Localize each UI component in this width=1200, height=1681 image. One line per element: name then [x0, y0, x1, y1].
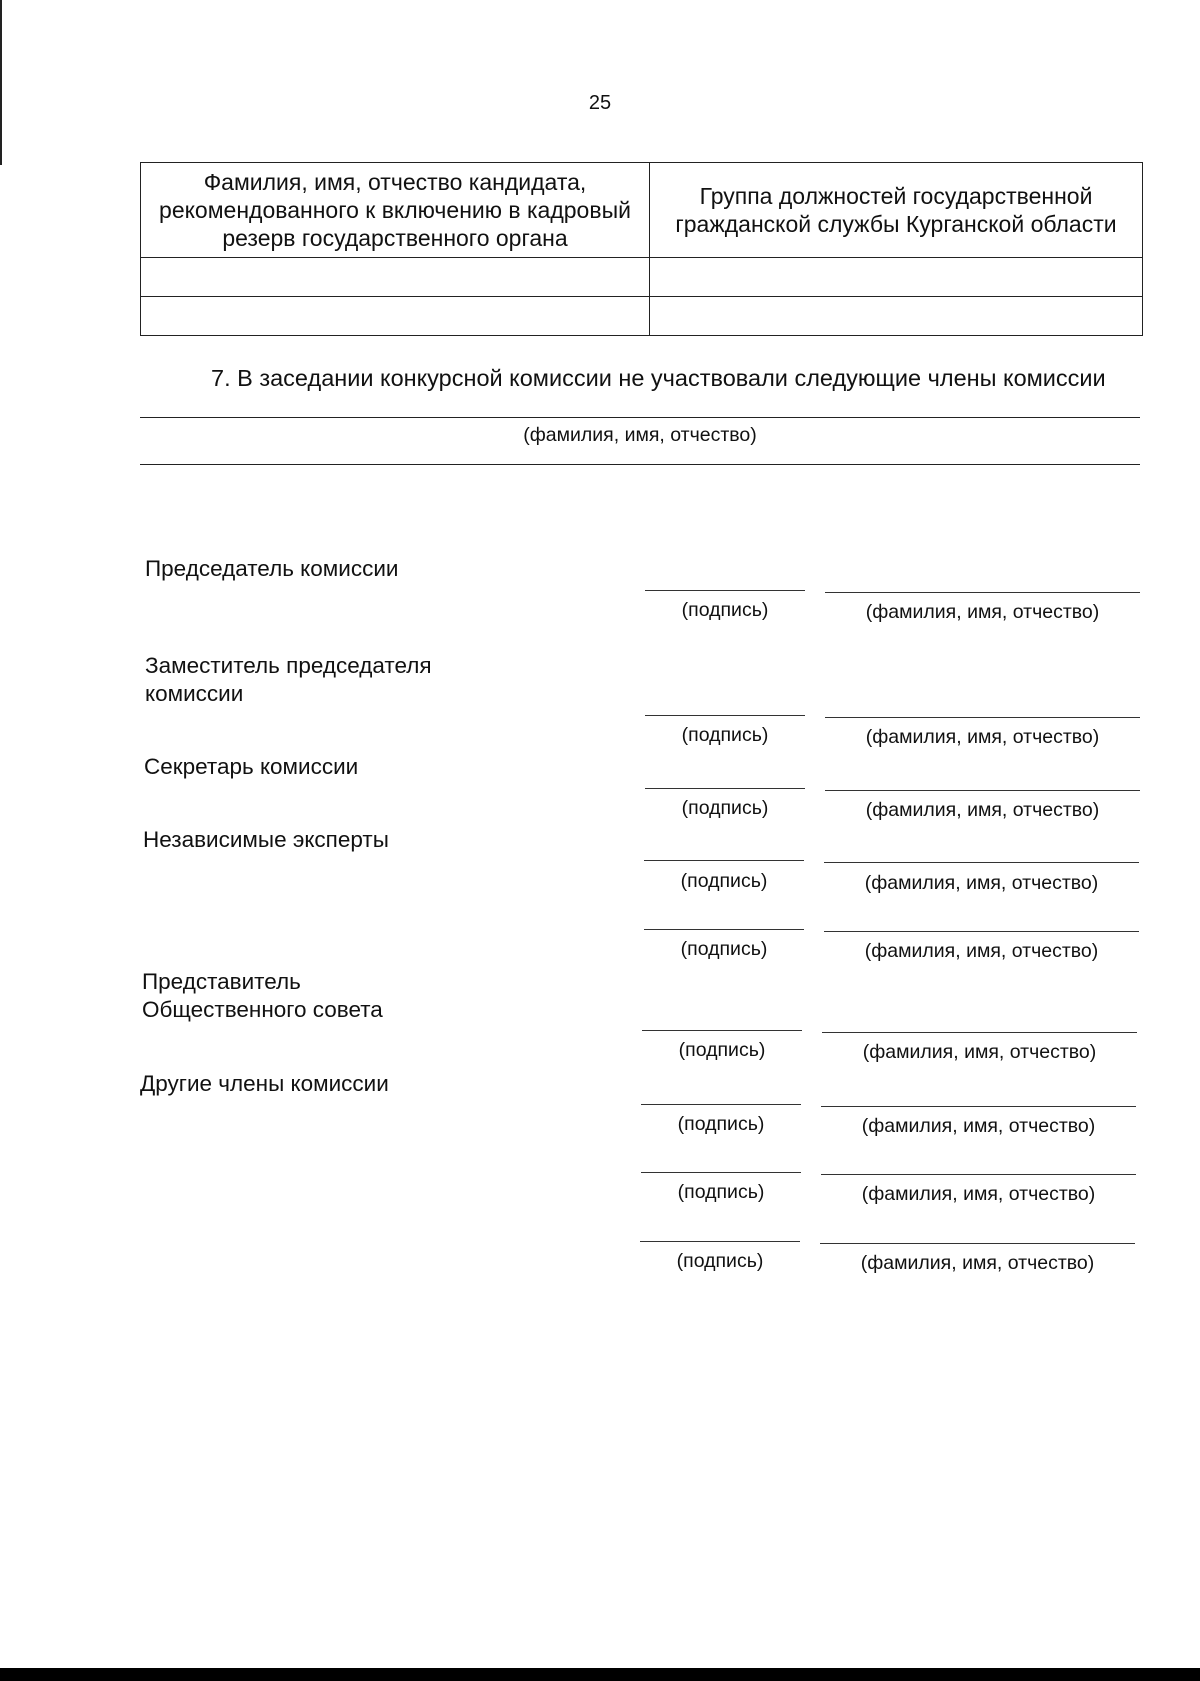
signature-line[interactable] [641, 1104, 801, 1105]
name-line[interactable] [825, 790, 1140, 791]
scan-edge-left [0, 0, 2, 165]
page-number: 25 [588, 92, 612, 114]
header-candidate-name: Фамилия, имя, отчество кандидата, рекомендованного к включению в кадровый резерв государственного органа [141, 163, 650, 258]
signature-line[interactable] [644, 860, 804, 861]
signature-line[interactable] [642, 1030, 802, 1031]
signature-hint: (подпись) [681, 599, 769, 621]
name-line[interactable] [820, 1243, 1135, 1244]
table-row [141, 297, 1143, 336]
table-header-row [141, 163, 1143, 258]
signature-hint: (подпись) [678, 1039, 766, 1061]
signature-hint: (подпись) [676, 1250, 764, 1272]
signature-line[interactable] [641, 1172, 801, 1173]
signature-line[interactable] [644, 929, 804, 930]
role-deputy-chairman: Заместитель председателя комиссии [145, 653, 432, 706]
name-line[interactable] [821, 1106, 1136, 1107]
table-cell[interactable] [650, 297, 1143, 336]
role-chairman: Председатель комиссии [145, 556, 399, 581]
name-hint: (фамилия, имя, отчество) [865, 726, 1100, 748]
name-hint: (фамилия, имя, отчество) [860, 1252, 1095, 1274]
name-line[interactable] [821, 1174, 1136, 1175]
name-line[interactable] [822, 1032, 1137, 1033]
name-line[interactable] [824, 931, 1139, 932]
absent-members-line[interactable] [140, 417, 1140, 418]
role-public-council-rep: Представитель Общественного совета [142, 969, 383, 1022]
table-cell[interactable] [141, 297, 650, 336]
scan-edge-bottom [0, 1668, 1200, 1681]
table-cell[interactable] [650, 258, 1143, 297]
signature-hint: (подпись) [680, 938, 768, 960]
absent-members-line-2[interactable] [140, 464, 1140, 465]
role-independent-experts: Независимые эксперты [143, 827, 389, 852]
name-hint: (фамилия, имя, отчество) [861, 1115, 1096, 1137]
name-hint: (фамилия, имя, отчество) [861, 1183, 1096, 1205]
signature-line[interactable] [645, 590, 805, 591]
name-hint: (фамилия, имя, отчество) [865, 799, 1100, 821]
signature-line[interactable] [640, 1241, 800, 1242]
signature-line[interactable] [645, 788, 805, 789]
role-secretary: Секретарь комиссии [144, 754, 359, 779]
table-cell[interactable] [141, 258, 650, 297]
name-hint: (фамилия, имя, отчество) [862, 1041, 1097, 1063]
name-hint: (фамилия, имя, отчество) [865, 601, 1100, 623]
signature-hint: (подпись) [681, 724, 769, 746]
signature-hint: (подпись) [681, 797, 769, 819]
name-line[interactable] [825, 592, 1140, 593]
signature-hint: (подпись) [680, 870, 768, 892]
name-hint: (фамилия, имя, отчество) [864, 940, 1099, 962]
item-7-text: 7. В заседании конкурсной комиссии не участвовали следующие члены комиссии [211, 365, 1106, 391]
signature-hint: (подпись) [677, 1181, 765, 1203]
absent-members-hint: (фамилия, имя, отчество) [523, 424, 757, 446]
reserve-table [140, 162, 1143, 336]
table-row [141, 258, 1143, 297]
name-line[interactable] [825, 717, 1140, 718]
name-hint: (фамилия, имя, отчество) [864, 872, 1099, 894]
signature-hint: (подпись) [677, 1113, 765, 1135]
header-position-group: Группа должностей государственной гражданской службы Курганской области [650, 163, 1143, 258]
name-line[interactable] [824, 862, 1139, 863]
signature-line[interactable] [645, 715, 805, 716]
role-other-members: Другие члены комиссии [140, 1071, 389, 1096]
